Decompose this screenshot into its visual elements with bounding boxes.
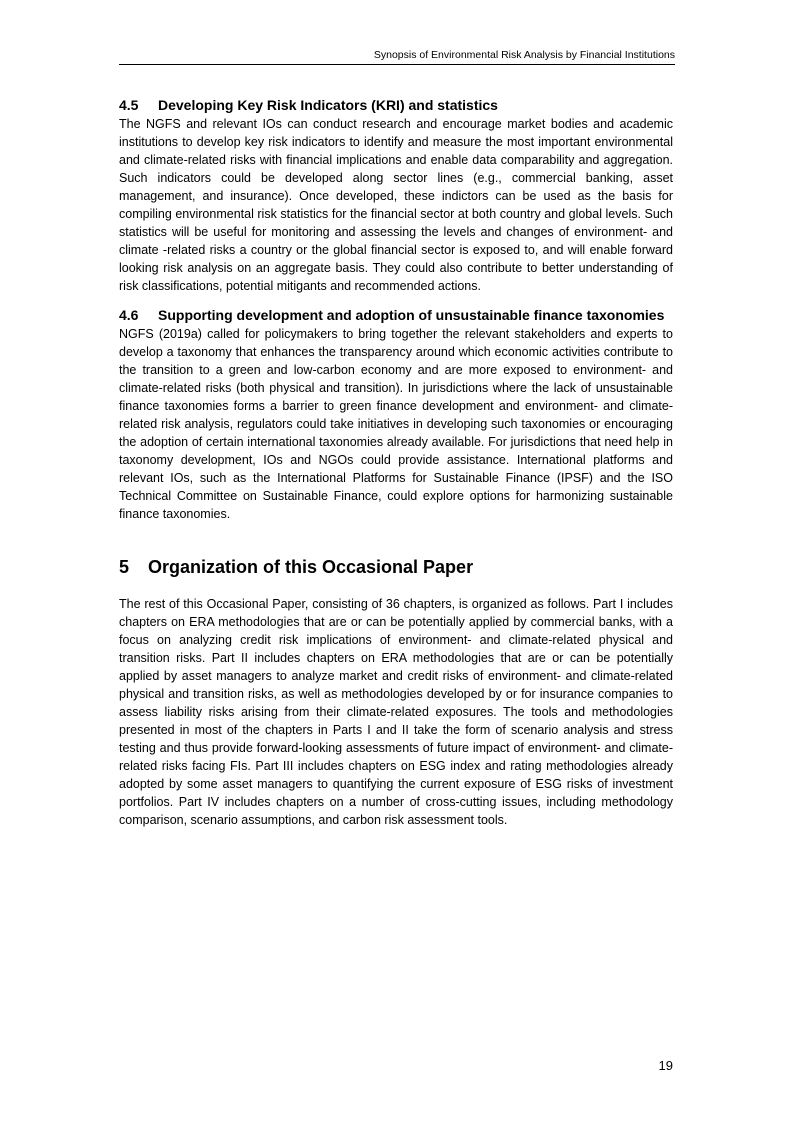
section-4-5-title: Developing Key Risk Indicators (KRI) and statistics [158,97,498,113]
running-header [119,48,675,65]
section-5-title: Organization of this Occasional Paper [148,557,474,577]
section-4-6-title: Supporting development and adoption of unsustainable finance taxonomies [158,307,665,323]
section-5-number: 5 [119,557,130,577]
section-4-5-heading [119,96,673,115]
section-5 [119,555,673,829]
section-4-6-number: 4.6 [119,307,139,323]
section-4-5-body: The NGFS and relevant IOs can conduct research and encourage market bodies and academic institutions to develop key risk indicators to identify and measure the most important environmental and climate-related risks with financial implications and enable data comparability and aggregation. Such indicators could be developed along sector lines (e.g., commercial banking, asset management, and insurance). Once developed, these indictors can be used as the basis for compiling environmental risk statistics for the financial sector at both country and global levels. Such statistics will be useful for monitoring and assessing the levels and changes of environment- and climate -related risks a country or the global financial sector is exposed to, and will enable forward looking risk analysis on an aggregate basis. They could also contribute to better understanding of risk classifications, potential mitigants and recommended actions. [119,117,673,293]
section-5-body: The rest of this Occasional Paper, consisting of 36 chapters, is organized as follows. Part I includes chapters on ERA methodologies that are or can be potentially applied by commercial banks, with a focus on analyzing credit risk implications of environment- and climate-related physical and transition risks. Part II includes chapters on ERA methodologies that are or can be potentially applied by asset managers to analyze market and credit risks of environment- and climate-related physical and transition risks, as well as methodologies developed by or for insurance companies to assess liability risks arising from their climate-related exposures. The tools and methodologies presented in most of the chapters in Parts I and II take the form of scenario analysis and stress testing and thus provide forward-looking assessments of future impact of environment- and climate-related risks facing FIs. Part III includes chapters on ESG index and rating methodologies already adopted by some asset managers to quantifying the current exposure of ESG risks of investment portfolios. Part IV includes chapters on a number of cross-cutting issues, including methodology comparison, scenario assumptions, and carbon risk assessment tools. [119,597,673,827]
section-4-6-heading [119,306,673,325]
page-number: 19 [658,1058,673,1073]
page-content [119,96,673,829]
section-5-heading [119,555,673,579]
section-4-6 [119,306,673,523]
section-4-6-body: NGFS (2019a) called for policymakers to bring together the relevant stakeholders and experts to develop a taxonomy that enhances the transparency around which economic activities contribute to the transition to a green and low-carbon economy and are more exposed to environment- and climate-related risks (both physical and transition). In jurisdictions where the lack of unsustainable finance taxonomies forms a barrier to green finance development and environment- and climate-related risk analysis, regulators could take initiatives in developing such taxonomies or encouraging the adoption of certain international taxonomies already available. For jurisdictions that need help in taxonomy development, IOs and NGOs could provide assistance. International platforms and relevant IOs, such as the International Platforms for Sustainable Finance (IPSF) and the ISO Technical Committee on Sustainable Finance, could explore options for harmonizing sustainable finance taxonomies. [119,327,673,521]
section-4-5-number: 4.5 [119,97,139,113]
section-4-5 [119,96,673,295]
running-header-title: Synopsis of Environmental Risk Analysis by Financial Institutions [373,49,675,61]
